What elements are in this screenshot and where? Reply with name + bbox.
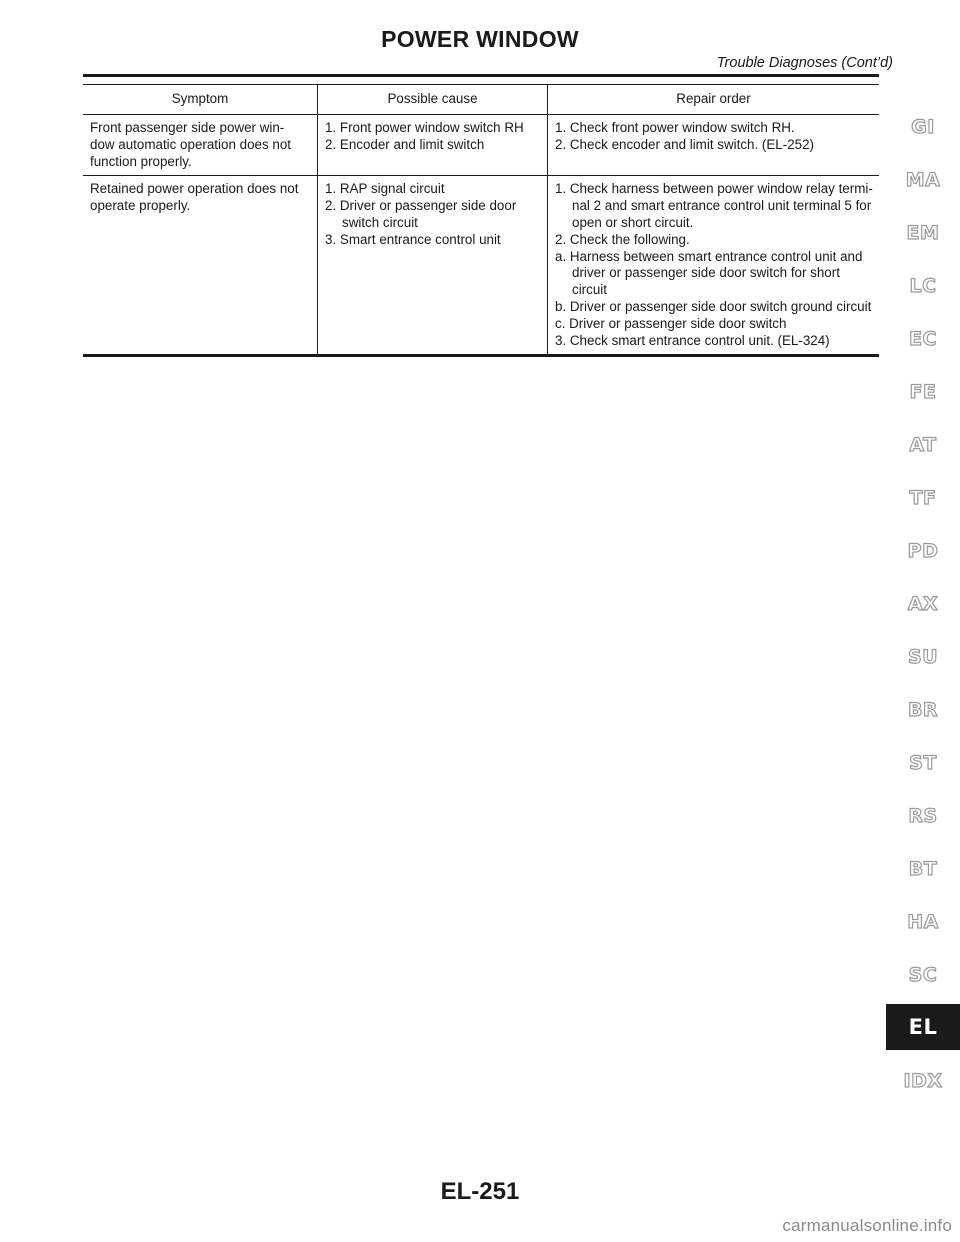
text-line: nal 2 and smart entrance control unit terminal 5 for (572, 198, 872, 214)
text-line: Retained power operation does not (90, 181, 299, 197)
page-title: POWER WINDOW (381, 26, 579, 52)
table-row (83, 115, 879, 176)
page-number: EL-251 (440, 1178, 520, 1205)
tab-ha[interactable]: HA (907, 911, 939, 933)
repair-cell (548, 176, 880, 356)
text-line: operate properly. (90, 198, 191, 214)
text-line: 2. Check the following. (555, 231, 690, 247)
text-line: 2. Driver or passenger side door (325, 198, 517, 214)
text-line: a. Harness between smart entrance control unit and (555, 248, 863, 264)
table-row (83, 176, 879, 356)
tab-tf[interactable]: TF (909, 487, 937, 509)
tab-su[interactable]: SU (907, 646, 939, 668)
text-line: 2. Check encoder and limit switch. (EL-252) (555, 136, 814, 152)
header-symptom: Symptom (83, 85, 318, 115)
text-line: dow automatic operation does not (90, 136, 291, 152)
tab-ec[interactable]: EC (909, 328, 937, 350)
text-line: driver or passenger side door switch for short circuit (572, 265, 840, 298)
cause-cell (318, 176, 548, 356)
text-line: 3. Smart entrance control unit (325, 231, 501, 247)
header-possible-cause: Possible cause (318, 85, 548, 115)
tab-lc[interactable]: LC (909, 275, 937, 297)
text-line: function properly. (90, 153, 192, 169)
tab-gi[interactable]: GI (911, 116, 935, 138)
symptom-cell (83, 176, 318, 356)
text-line: Front passenger side power win- (90, 120, 285, 135)
page-subtitle: Trouble Diagnoses (Cont’d) (716, 55, 893, 71)
table-header-row (83, 85, 879, 115)
text-line: switch circuit (342, 214, 418, 230)
tab-br[interactable]: BR (907, 699, 939, 721)
text-line: 1. Front power window switch RH (325, 120, 524, 135)
symptom-cell (83, 115, 318, 176)
text-line: b. Driver or passenger side door switch ground circuit (555, 298, 872, 314)
tab-fe[interactable]: FE (909, 381, 937, 403)
repair-cell (548, 115, 880, 176)
text-line: 1. Check front power window switch RH. (555, 120, 795, 135)
header-repair-order: Repair order (548, 85, 880, 115)
text-line: open or short circuit. (572, 214, 694, 230)
tab-sc[interactable]: SC (908, 964, 938, 986)
text-line: 2. Encoder and limit switch (325, 136, 485, 152)
tab-em[interactable]: EM (906, 222, 940, 244)
watermark: carmanualsonline.info (782, 1216, 952, 1235)
tab-bt[interactable]: BT (908, 858, 938, 880)
text-line: 1. RAP signal circuit (325, 181, 445, 197)
tab-rs[interactable]: RS (908, 805, 938, 827)
text-line: 1. Check harness between power window relay termi- (555, 181, 873, 197)
header-rule-thick (83, 74, 879, 77)
cause-cell (318, 115, 548, 176)
tab-idx[interactable]: IDX (903, 1070, 943, 1092)
tab-ax[interactable]: AX (907, 593, 939, 615)
tab-pd[interactable]: PD (907, 540, 939, 562)
text-line: c. Driver or passenger side door switch (555, 315, 787, 331)
text-line: 3. Check smart entrance control unit. (EL-324) (555, 332, 830, 348)
tab-at[interactable]: AT (909, 434, 937, 456)
tab-st[interactable]: ST (909, 752, 937, 774)
tab-ma[interactable]: MA (905, 169, 941, 191)
tab-el[interactable]: EL (886, 1004, 960, 1050)
trouble-diagnoses-table (83, 85, 879, 357)
